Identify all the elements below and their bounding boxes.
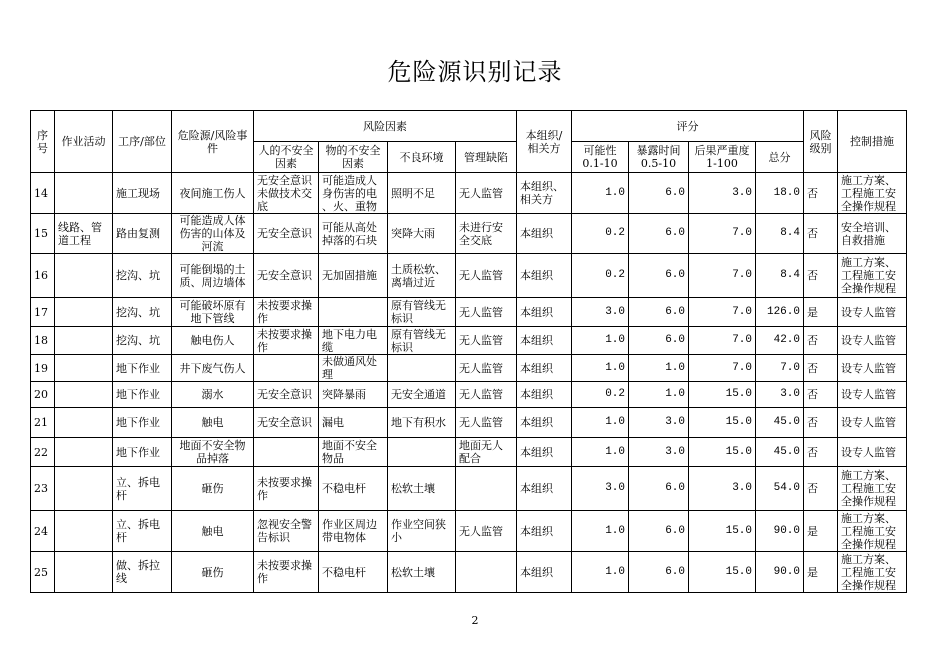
header-risk-level: 风险级别 <box>804 111 838 173</box>
cell-party: 本组织 <box>517 408 572 438</box>
cell-risk-level: 否 <box>804 467 838 511</box>
cell-management: 未进行安全交底 <box>456 214 517 254</box>
header-process: 工序/部位 <box>113 111 172 173</box>
cell-severity: 15.0 <box>689 408 756 438</box>
cell-exposure: 6.0 <box>629 173 689 214</box>
cell-environment: 土质松软、离墙过近 <box>388 254 456 298</box>
cell-hazard: 砸伤 <box>172 467 254 511</box>
cell-material-factor: 作业区周边带电物体 <box>319 511 388 552</box>
cell-hazard: 夜间施工伤人 <box>172 173 254 214</box>
cell-seq: 24 <box>31 511 55 552</box>
cell-hazard: 井下废气伤人 <box>172 355 254 382</box>
cell-material-factor: 地面不安全物品 <box>319 438 388 467</box>
header-likelihood-range: 0.1-10 <box>582 157 618 170</box>
header-likelihood-label: 可能性 <box>583 144 617 157</box>
cell-human-factor <box>254 355 319 382</box>
cell-party: 本组织 <box>517 214 572 254</box>
cell-risk-level: 否 <box>804 438 838 467</box>
cell-party: 本组织 <box>517 327 572 355</box>
cell-process: 地下作业 <box>113 438 172 467</box>
cell-human-factor: 未按要求操作 <box>254 327 319 355</box>
cell-process: 挖沟、坑 <box>113 327 172 355</box>
table-row <box>31 438 907 467</box>
cell-hazard: 可能倒塌的土质、周边墙体 <box>172 254 254 298</box>
cell-management: 无人监管 <box>456 408 517 438</box>
cell-human-factor: 未按要求操作 <box>254 467 319 511</box>
cell-risk-level: 否 <box>804 254 838 298</box>
cell-seq: 19 <box>31 355 55 382</box>
cell-material-factor: 地下电力电缆 <box>319 327 388 355</box>
cell-seq: 21 <box>31 408 55 438</box>
cell-severity: 3.0 <box>689 467 756 511</box>
cell-total: 8.4 <box>756 254 804 298</box>
cell-human-factor: 忽视安全警告标识 <box>254 511 319 552</box>
cell-total: 3.0 <box>756 382 804 408</box>
cell-total: 54.0 <box>756 467 804 511</box>
header-human-factor: 人的不安全因素 <box>254 142 319 173</box>
cell-likelihood: 1.0 <box>572 173 629 214</box>
cell-material-factor: 不稳电杆 <box>319 467 388 511</box>
cell-control: 设专人监管 <box>838 438 907 467</box>
cell-likelihood: 1.0 <box>572 327 629 355</box>
cell-environment: 原有管线无标识 <box>388 327 456 355</box>
cell-human-factor <box>254 438 319 467</box>
cell-risk-level: 是 <box>804 511 838 552</box>
cell-process: 做、拆拉线 <box>113 552 172 593</box>
cell-party: 本组织 <box>517 511 572 552</box>
cell-environment: 松软土壤 <box>388 552 456 593</box>
cell-seq: 17 <box>31 298 55 327</box>
cell-process: 挖沟、坑 <box>113 254 172 298</box>
table-row <box>31 511 907 552</box>
cell-likelihood: 1.0 <box>572 552 629 593</box>
table-row <box>31 408 907 438</box>
cell-environment: 突降大雨 <box>388 214 456 254</box>
cell-control: 设专人监管 <box>838 382 907 408</box>
header-total: 总分 <box>756 142 804 173</box>
cell-environment: 无安全通道 <box>388 382 456 408</box>
header-likelihood <box>572 142 629 173</box>
header-party: 本组织/相关方 <box>517 111 572 173</box>
cell-environment: 原有管线无标识 <box>388 298 456 327</box>
cell-total: 8.4 <box>756 214 804 254</box>
cell-process: 地下作业 <box>113 408 172 438</box>
cell-exposure: 3.0 <box>629 438 689 467</box>
cell-management: 无人监管 <box>456 511 517 552</box>
cell-risk-level: 是 <box>804 552 838 593</box>
cell-likelihood: 0.2 <box>572 254 629 298</box>
cell-exposure: 1.0 <box>629 355 689 382</box>
cell-environment <box>388 355 456 382</box>
cell-seq: 20 <box>31 382 55 408</box>
header-environment: 不良环境 <box>388 142 456 173</box>
table-row <box>31 552 907 593</box>
cell-material-factor: 无加固措施 <box>319 254 388 298</box>
cell-party: 本组织 <box>517 355 572 382</box>
cell-likelihood: 0.2 <box>572 214 629 254</box>
cell-risk-level: 否 <box>804 327 838 355</box>
cell-total: 7.0 <box>756 355 804 382</box>
cell-likelihood: 1.0 <box>572 355 629 382</box>
cell-exposure: 6.0 <box>629 327 689 355</box>
cell-activity <box>55 408 113 438</box>
cell-material-factor: 可能从高处掉落的石块 <box>319 214 388 254</box>
table-row <box>31 214 907 254</box>
cell-party: 本组织 <box>517 254 572 298</box>
cell-control: 施工方案、工程施工安全操作规程 <box>838 254 907 298</box>
cell-total: 42.0 <box>756 327 804 355</box>
table-row <box>31 298 907 327</box>
cell-management: 无人监管 <box>456 327 517 355</box>
cell-material-factor: 未做通风处理 <box>319 355 388 382</box>
cell-likelihood: 1.0 <box>572 438 629 467</box>
cell-control: 施工方案、工程施工安全操作规程 <box>838 173 907 214</box>
cell-human-factor: 未按要求操作 <box>254 298 319 327</box>
cell-material-factor <box>319 298 388 327</box>
table-row <box>31 173 907 214</box>
cell-seq: 16 <box>31 254 55 298</box>
header-management: 管理缺陷 <box>456 142 517 173</box>
cell-activity <box>55 438 113 467</box>
cell-seq: 25 <box>31 552 55 593</box>
cell-management: 无人监管 <box>456 254 517 298</box>
header-seq: 序号 <box>31 111 55 173</box>
cell-seq: 14 <box>31 173 55 214</box>
cell-party: 本组织 <box>517 552 572 593</box>
cell-exposure: 6.0 <box>629 467 689 511</box>
cell-risk-level: 否 <box>804 355 838 382</box>
header-risk-factors: 风险因素 <box>254 111 517 142</box>
cell-total: 45.0 <box>756 438 804 467</box>
cell-hazard: 溺水 <box>172 382 254 408</box>
cell-party: 本组织 <box>517 382 572 408</box>
cell-activity <box>55 327 113 355</box>
cell-activity <box>55 298 113 327</box>
cell-hazard: 砸伤 <box>172 552 254 593</box>
cell-total: 18.0 <box>756 173 804 214</box>
cell-likelihood: 1.0 <box>572 408 629 438</box>
cell-environment: 作业空间狭小 <box>388 511 456 552</box>
cell-total: 90.0 <box>756 552 804 593</box>
cell-activity <box>55 467 113 511</box>
hazard-record-table <box>30 110 907 593</box>
cell-party: 本组织、相关方 <box>517 173 572 214</box>
cell-exposure: 6.0 <box>629 552 689 593</box>
cell-environment <box>388 438 456 467</box>
cell-activity <box>55 382 113 408</box>
cell-hazard: 可能破坏原有地下管线 <box>172 298 254 327</box>
cell-human-factor: 未按要求操作 <box>254 552 319 593</box>
cell-seq: 23 <box>31 467 55 511</box>
cell-process: 地下作业 <box>113 382 172 408</box>
cell-process: 立、拆电杆 <box>113 511 172 552</box>
cell-seq: 22 <box>31 438 55 467</box>
cell-human-factor: 无安全意识 <box>254 408 319 438</box>
header-severity-label: 后果严重度 <box>694 144 750 157</box>
cell-exposure: 6.0 <box>629 254 689 298</box>
cell-human-factor: 无安全意识 <box>254 382 319 408</box>
table-row <box>31 467 907 511</box>
header-severity <box>689 142 756 173</box>
cell-total: 126.0 <box>756 298 804 327</box>
header-activity: 作业活动 <box>55 111 113 173</box>
header-scoring: 评分 <box>572 111 804 142</box>
cell-exposure: 3.0 <box>629 408 689 438</box>
cell-likelihood: 1.0 <box>572 511 629 552</box>
cell-process: 路由复测 <box>113 214 172 254</box>
cell-control: 施工方案、工程施工安全操作规程 <box>838 467 907 511</box>
header-material-factor: 物的不安全因素 <box>319 142 388 173</box>
cell-control: 设专人监管 <box>838 298 907 327</box>
cell-party: 本组织 <box>517 298 572 327</box>
cell-hazard: 可能造成人体伤害的山体及河流 <box>172 214 254 254</box>
header-severity-range: 1-100 <box>706 157 738 170</box>
cell-control: 安全培训、自救措施 <box>838 214 907 254</box>
cell-activity <box>55 355 113 382</box>
cell-process: 施工现场 <box>113 173 172 214</box>
cell-management <box>456 467 517 511</box>
cell-activity <box>55 552 113 593</box>
cell-human-factor: 无安全意识 <box>254 214 319 254</box>
cell-hazard: 地面不安全物品掉落 <box>172 438 254 467</box>
header-exposure-range: 0.5-10 <box>640 157 677 170</box>
cell-control: 设专人监管 <box>838 408 907 438</box>
cell-process: 挖沟、坑 <box>113 298 172 327</box>
cell-exposure: 1.0 <box>629 382 689 408</box>
cell-likelihood: 3.0 <box>572 467 629 511</box>
header-control: 控制措施 <box>838 111 907 173</box>
cell-seq: 15 <box>31 214 55 254</box>
page-title: 危险源识别记录 <box>387 58 563 86</box>
cell-management: 无人监管 <box>456 173 517 214</box>
cell-material-factor: 突降暴雨 <box>319 382 388 408</box>
cell-risk-level: 否 <box>804 214 838 254</box>
cell-hazard: 触电 <box>172 511 254 552</box>
cell-human-factor: 无安全意识 <box>254 254 319 298</box>
cell-total: 90.0 <box>756 511 804 552</box>
cell-total: 45.0 <box>756 408 804 438</box>
cell-party: 本组织 <box>517 467 572 511</box>
cell-process: 地下作业 <box>113 355 172 382</box>
cell-severity: 7.0 <box>689 355 756 382</box>
cell-management: 无人监管 <box>456 298 517 327</box>
cell-human-factor: 无安全意识未做技术交底 <box>254 173 319 214</box>
cell-management: 无人监管 <box>456 355 517 382</box>
cell-process: 立、拆电杆 <box>113 467 172 511</box>
cell-control: 设专人监管 <box>838 355 907 382</box>
cell-likelihood: 3.0 <box>572 298 629 327</box>
cell-exposure: 6.0 <box>629 298 689 327</box>
cell-seq: 18 <box>31 327 55 355</box>
cell-severity: 7.0 <box>689 298 756 327</box>
cell-material-factor: 不稳电杆 <box>319 552 388 593</box>
cell-party: 本组织 <box>517 438 572 467</box>
cell-environment: 地下有积水 <box>388 408 456 438</box>
header-hazard: 危险源/风险事件 <box>172 111 254 173</box>
cell-likelihood: 0.2 <box>572 382 629 408</box>
table-row <box>31 355 907 382</box>
cell-severity: 15.0 <box>689 511 756 552</box>
cell-material-factor: 漏电 <box>319 408 388 438</box>
cell-hazard: 触电 <box>172 408 254 438</box>
cell-risk-level: 否 <box>804 408 838 438</box>
cell-activity <box>55 254 113 298</box>
cell-control: 施工方案、工程施工安全操作规程 <box>838 511 907 552</box>
cell-environment: 照明不足 <box>388 173 456 214</box>
cell-severity: 15.0 <box>689 438 756 467</box>
cell-risk-level: 否 <box>804 382 838 408</box>
header-exposure <box>629 142 689 173</box>
cell-activity <box>55 511 113 552</box>
cell-activity: 线路、管道工程 <box>55 214 113 254</box>
cell-severity: 7.0 <box>689 214 756 254</box>
cell-management <box>456 552 517 593</box>
cell-activity <box>55 173 113 214</box>
cell-severity: 15.0 <box>689 382 756 408</box>
table-row <box>31 382 907 408</box>
cell-control: 设专人监管 <box>838 327 907 355</box>
cell-environment: 松软土壤 <box>388 467 456 511</box>
cell-hazard: 触电伤人 <box>172 327 254 355</box>
table-row <box>31 327 907 355</box>
cell-management: 无人监管 <box>456 382 517 408</box>
cell-exposure: 6.0 <box>629 214 689 254</box>
cell-risk-level: 是 <box>804 298 838 327</box>
table-row <box>31 254 907 298</box>
cell-severity: 3.0 <box>689 173 756 214</box>
cell-control: 施工方案、工程施工安全操作规程 <box>838 552 907 593</box>
page-number: 2 <box>471 614 479 627</box>
cell-management: 地面无人配合 <box>456 438 517 467</box>
cell-risk-level: 否 <box>804 173 838 214</box>
cell-material-factor: 可能造成人身伤害的电、火、重物 <box>319 173 388 214</box>
cell-severity: 15.0 <box>689 552 756 593</box>
cell-severity: 7.0 <box>689 327 756 355</box>
header-row <box>31 111 907 142</box>
cell-exposure: 6.0 <box>629 511 689 552</box>
header-exposure-label: 暴露时间 <box>636 144 681 157</box>
cell-severity: 7.0 <box>689 254 756 298</box>
